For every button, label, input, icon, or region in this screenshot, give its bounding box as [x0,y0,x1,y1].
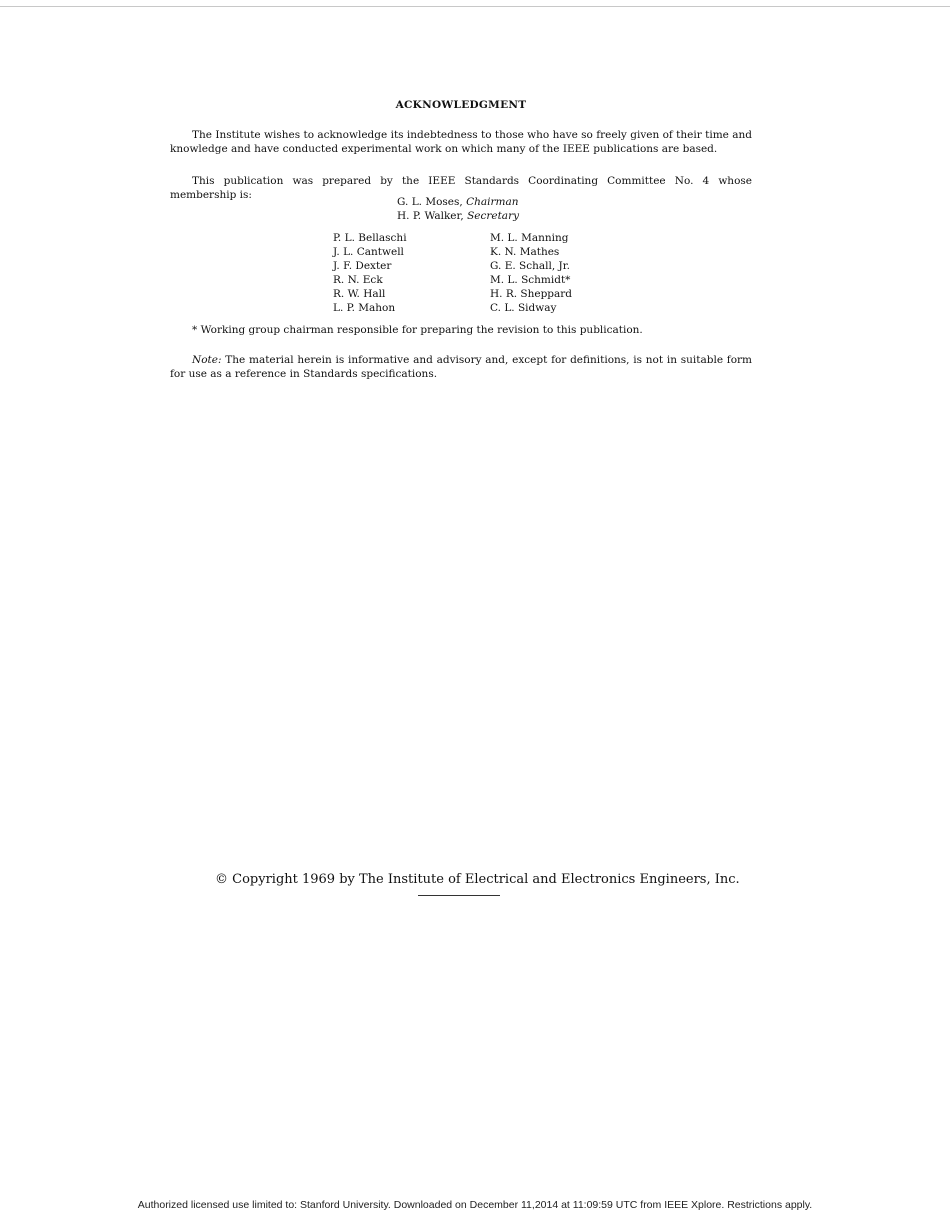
acknowledgment-paragraph: The Institute wishes to acknowledge its indebtedness to those who have so freely given of their time and knowledge and have conducted experimental work on which many of the IEEE publications are based. [170,129,752,155]
officer-secretary [397,210,519,224]
officer-name: H. P. Walker, [397,209,468,222]
member-name: R. W. Hall [333,288,386,300]
committee-officers [397,196,519,223]
member-name: H. R. Sheppard [490,288,573,300]
top-scan-rule [0,6,950,7]
member-name: G. E. Schall, Jr. [490,260,570,272]
page-title: ACKNOWLEDGMENT [395,99,527,111]
member-name: P. L. Bellaschi [333,232,407,244]
member-name: J. F. Dexter [333,260,392,272]
member-name: C. L. Sidway [490,302,557,314]
note-label: Note: [192,354,222,366]
member-name: L. P. Mahon [333,302,396,314]
committee-paragraph: This publication was prepared by the IEEE Standards Coordinating Committee No. 4 whose membership is: [170,175,752,201]
member-name: K. N. Mathes [490,246,560,258]
authorization-footer: Authorized licensed use limited to: Stanford University. Downloaded on December 11,2014 at 11:09:59 UTC from IEEE Xplore. Restrictions apply. [137,1199,813,1211]
officer-chairman [397,196,519,210]
copyright-notice: © Copyright 1969 by The Institute of Electrical and Electronics Engineers, Inc. [215,872,740,887]
members-column-right [490,231,572,315]
member-name: M. L. Manning [490,232,569,244]
members-column-left [333,231,407,315]
member-name: R. N. Eck [333,274,383,286]
note-text: The material herein is informative and advisory and, except for definitions, is not in suitable form for use as a reference in Standards specifications. [170,354,752,380]
copyright-rule [418,895,500,896]
member-name: J. L. Cantwell [333,246,404,258]
officer-role: Chairman [466,196,519,208]
officer-name: G. L. Moses, [397,196,467,208]
footnote: * Working group chairman responsible for preparing the revision to this publication. [192,324,643,336]
note-paragraph [170,353,752,381]
member-name: M. L. Schmidt* [490,274,571,286]
officer-role: Secretary [467,209,520,222]
